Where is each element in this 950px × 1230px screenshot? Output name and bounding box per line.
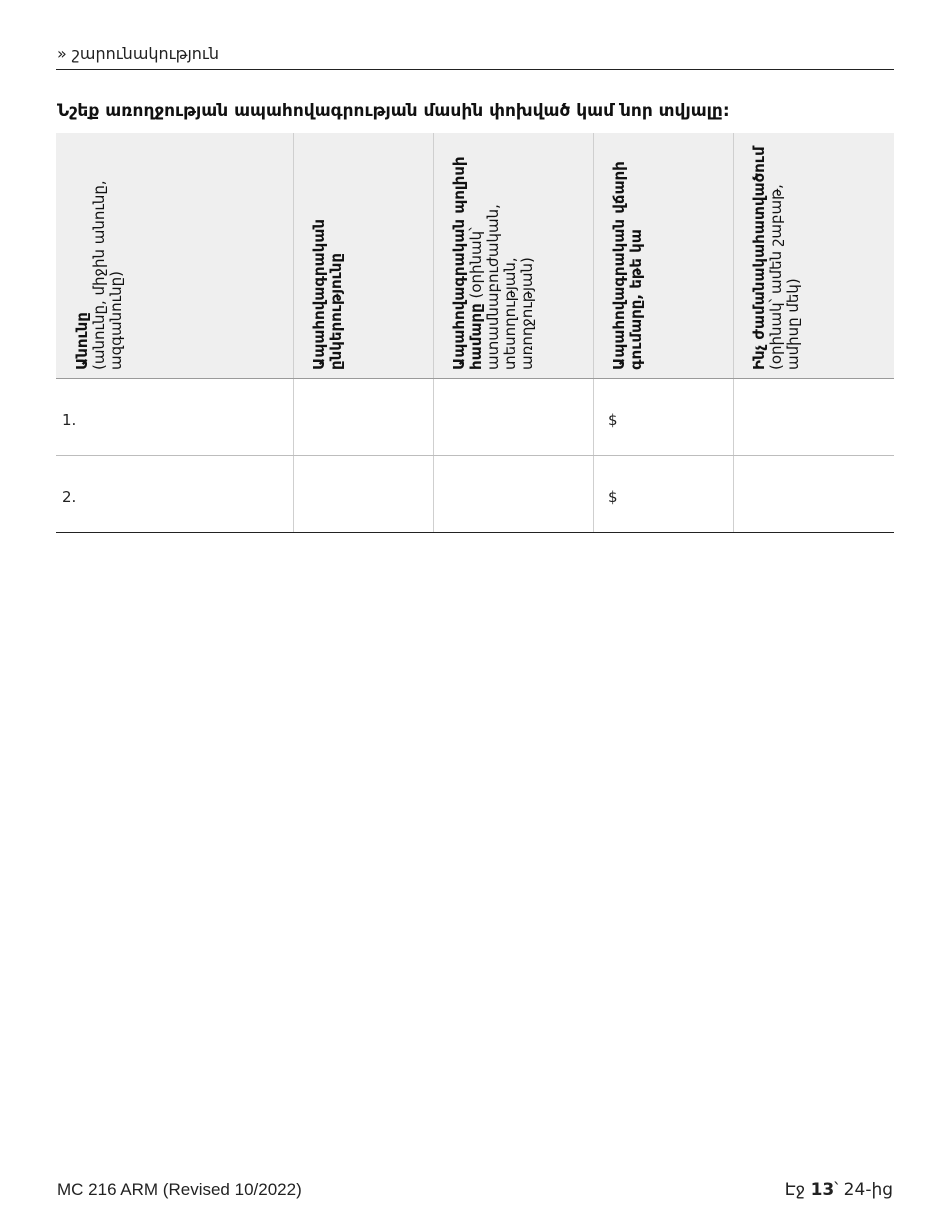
- column-header-company-title: Ապահովագրական ընկերությունը: [310, 219, 345, 370]
- insurance-table: [56, 133, 894, 533]
- page-suffix: ՝ 24-ից: [834, 1180, 893, 1200]
- premium-currency: $: [608, 411, 618, 429]
- column-header-policy: [433, 133, 593, 378]
- row-number: 1.: [62, 411, 77, 429]
- table-row: [56, 379, 894, 456]
- column-header-name-title: Անունը: [73, 312, 91, 370]
- page-number: 13: [810, 1180, 835, 1200]
- premium-currency: $: [608, 488, 618, 506]
- column-header-premium: [593, 133, 733, 378]
- column-header-name-note: (անունը, միջին անունը, ազգանունը): [90, 180, 125, 370]
- column-header-premium-title: Ապահովագրական վճարի գումարը, եթե կա: [610, 161, 645, 370]
- column-header-company: [293, 133, 433, 378]
- form-id: MC 216 ARM (Revised 10/2022): [57, 1180, 302, 1199]
- page-indicator: [785, 1180, 893, 1200]
- row-number: 2.: [62, 488, 77, 506]
- page-prefix: Էջ: [784, 1180, 806, 1200]
- table-header-row: [56, 133, 894, 379]
- table-row: [56, 456, 894, 533]
- column-header-period: [733, 133, 894, 378]
- column-header-policy-title: Ապահովագրական պոլիսի համարը: [450, 156, 485, 370]
- section-title: Նշեք առողջության ապահովագրության մասին փոխված կամ նոր տվյալը:: [57, 101, 730, 121]
- column-header-name: [56, 133, 293, 378]
- continuation-label: » շարունակություն: [57, 44, 220, 63]
- column-header-period-title: Ինչ ժամանակահատվածում: [750, 146, 768, 370]
- header-divider: [56, 69, 894, 70]
- column-header-period-note: (օրինակ՝ ամեն շաբաթ, ամիսը մեկ): [767, 184, 802, 370]
- column-header-policy-note: (օրինակ՝ ատամնաբուժական, տեսողության, առողջության): [467, 204, 536, 370]
